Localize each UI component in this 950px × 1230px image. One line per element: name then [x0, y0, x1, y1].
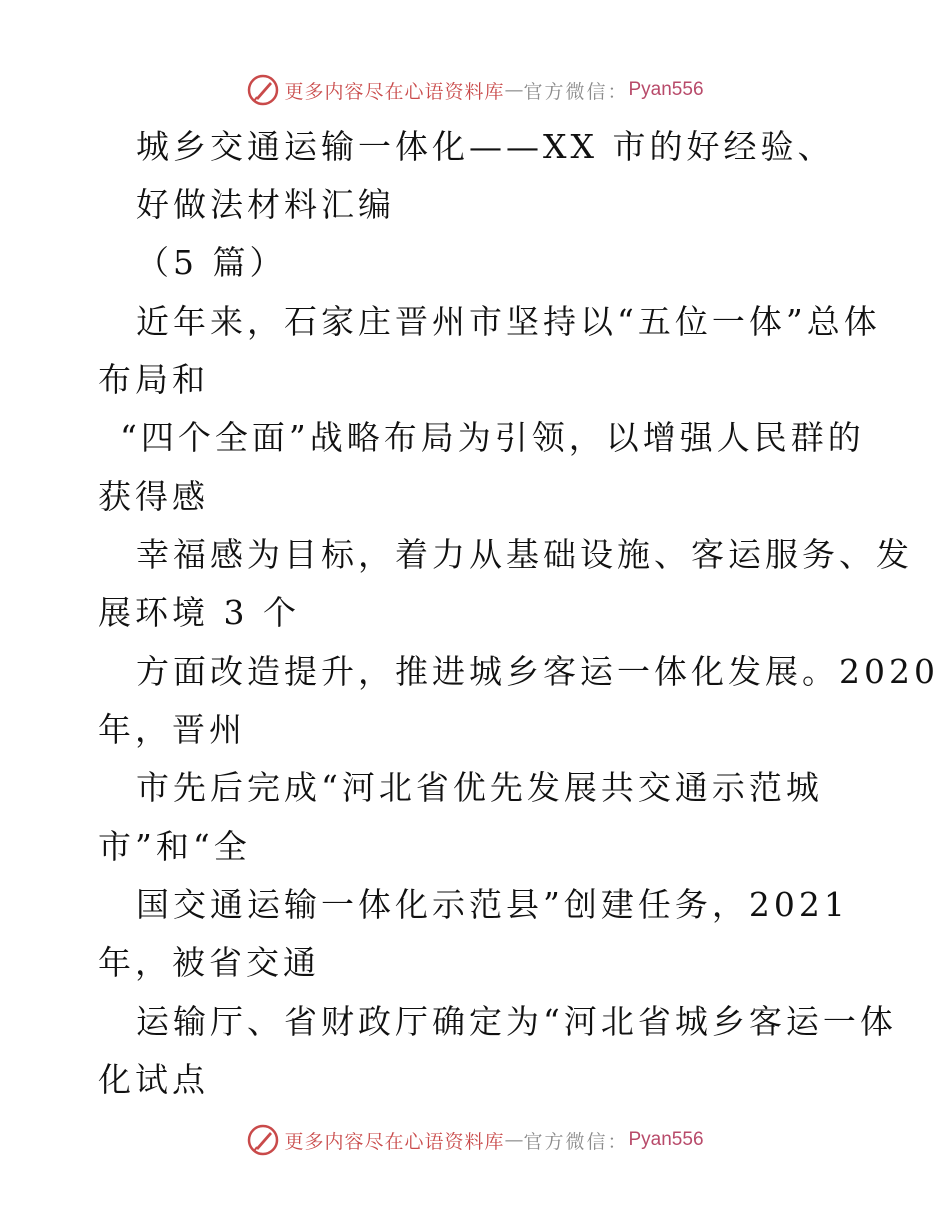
document-title-line-2: 好做法材料汇编: [136, 185, 395, 224]
watermark-wechat-id: Pyan556: [628, 79, 704, 100]
document-title-line-1: 城乡交通运输一体化——XX 市的好经验、: [136, 127, 835, 166]
paragraph-line: 布局和: [98, 360, 209, 399]
watermark-dash: —: [504, 1129, 524, 1151]
footer-watermark: [0, 1120, 950, 1160]
watermark-wechat-label: 官方微信：: [523, 80, 629, 103]
watermark-dash: —: [504, 79, 524, 101]
paragraph-line: 市”和“全: [98, 827, 251, 866]
paragraph-line: 市先后完成“河北省优先发展共交通示范城: [136, 768, 823, 807]
watermark-wechat-id: Pyan556: [628, 1129, 704, 1150]
paragraph-line: 方面改造提升，推进城乡客运一体化发展。2020: [136, 652, 939, 691]
paragraph-line: 近年来，石家庄晋州市坚持以“五位一体”总体: [136, 302, 881, 341]
document-subtitle: （5 篇）: [136, 243, 287, 282]
paragraph-line: 国交通运输一体化示范县”创建任务，2021: [136, 885, 849, 924]
paragraph-line: 展环境 3 个: [98, 593, 300, 632]
paragraph-line: 化试点: [98, 1060, 209, 1099]
watermark-main-text: 更多内容尽在心语资料库: [284, 80, 505, 103]
paragraph-line: “四个全面”战略布局为引领，以增强人民群的: [120, 418, 865, 457]
paragraph-line: 运输厅、省财政厅确定为“河北省城乡客运一体: [136, 1002, 897, 1041]
watermark-wechat-label: 官方微信：: [523, 1130, 629, 1153]
watermark-main-text: 更多内容尽在心语资料库: [284, 1130, 505, 1153]
paragraph-line: 获得感: [98, 477, 209, 516]
paragraph-line: 幸福感为目标，着力从基础设施、客运服务、发: [136, 535, 913, 574]
paragraph-line: 年，晋州: [98, 710, 246, 749]
paragraph-line: 年，被省交通: [98, 943, 320, 982]
quill-pen-icon: [246, 1123, 280, 1157]
